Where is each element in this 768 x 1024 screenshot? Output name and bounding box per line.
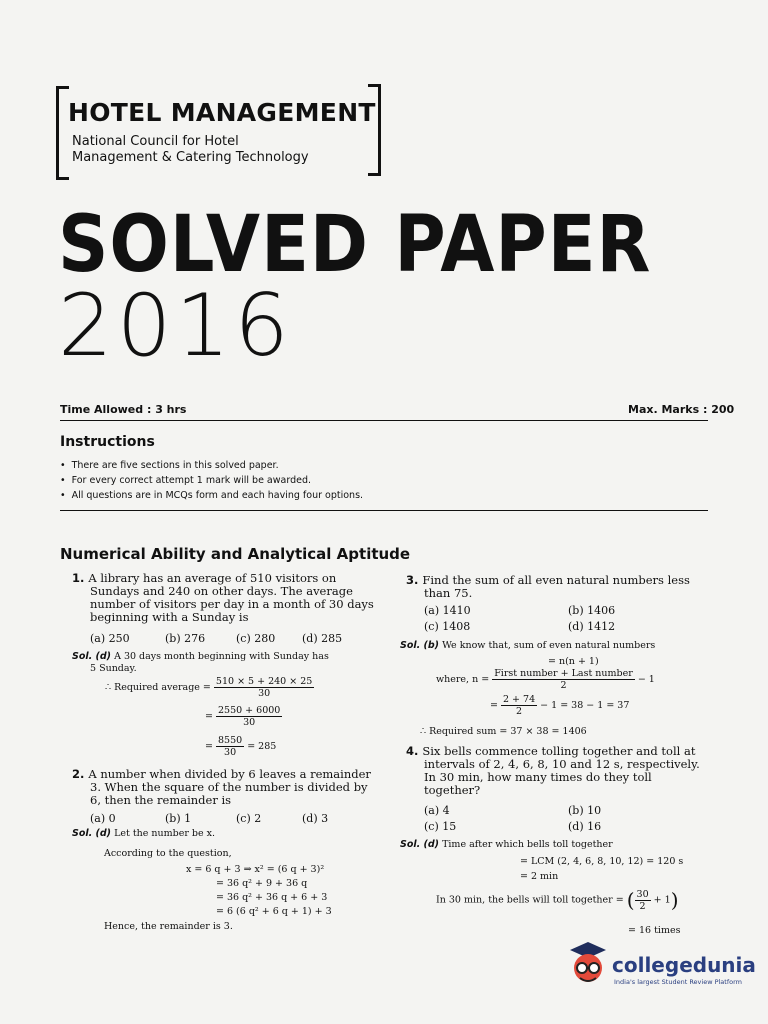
fraction-denominator: 30 bbox=[258, 688, 271, 699]
solution-text: Time after which bells toll together bbox=[442, 839, 613, 850]
question-number: 3. bbox=[406, 573, 419, 587]
question-4 bbox=[406, 745, 716, 797]
question-text: Sundays and 240 on other days. The average bbox=[90, 584, 353, 598]
exam-title: HOTEL MANAGEMENT bbox=[68, 98, 376, 127]
equation-result: = 285 bbox=[247, 741, 277, 752]
fraction-denominator: 2 bbox=[516, 706, 523, 717]
required-sum: ∴ Required sum = 37 × 38 = 1406 bbox=[420, 726, 587, 737]
solution-text: A 30 days month beginning with Sunday has bbox=[114, 651, 329, 662]
equation-n bbox=[436, 668, 655, 691]
equation-prefix: In 30 min, the bells will toll together = bbox=[436, 894, 624, 906]
equation-average bbox=[105, 676, 314, 699]
question-number: 4. bbox=[406, 744, 419, 758]
divider-bottom bbox=[60, 510, 708, 511]
fraction-numerator: 2550 + 6000 bbox=[217, 705, 281, 716]
solution-3 bbox=[400, 640, 655, 652]
fraction-numerator: 8550 bbox=[217, 735, 243, 746]
option-d: (d) 285 bbox=[302, 632, 343, 645]
divider-top bbox=[60, 420, 708, 421]
min-line: = 2 min bbox=[520, 871, 559, 882]
question-3 bbox=[406, 574, 706, 600]
solution-text: 5 Sunday. bbox=[90, 663, 137, 674]
question-text: A number when divided by 6 leaves a remainder bbox=[88, 767, 371, 781]
question-text: A library has an average of 510 visitors on bbox=[88, 571, 337, 585]
option-c: (c) 15 bbox=[424, 820, 457, 833]
question-text: together? bbox=[424, 783, 481, 797]
question-text: than 75. bbox=[424, 586, 473, 600]
brand-tagline: India's largest Student Review Platform bbox=[614, 978, 742, 986]
fraction-numerator: 2 + 74 bbox=[502, 694, 536, 705]
equation-prefix: ∴ Required average = bbox=[105, 682, 211, 693]
fraction-numerator: First number + Last number bbox=[494, 668, 633, 679]
solution-conclusion: Hence, the remainder is 3. bbox=[104, 921, 233, 932]
question-text: Find the sum of all even natural numbers less bbox=[422, 573, 690, 587]
option-c: (c) 1408 bbox=[424, 620, 471, 633]
question-text: 3. When the square of the number is divided by bbox=[90, 780, 368, 794]
instruction-item: • There are five sections in this solved paper. bbox=[60, 458, 363, 473]
solution-4 bbox=[400, 839, 613, 851]
instruction-item: • For every correct attempt 1 mark will be awarded. bbox=[60, 473, 363, 488]
solution-text: We know that, sum of even natural numbers bbox=[442, 640, 656, 651]
equation-suffix: − 1 = 38 − 1 = 37 bbox=[540, 700, 630, 711]
solution-label: Sol. (d) bbox=[400, 839, 440, 850]
equation-step-3: = $\frac{8550}{30}$ = 285 bbox=[205, 735, 277, 758]
fraction-denominator: 2 bbox=[639, 900, 646, 912]
paper-title: SOLVED PAPER bbox=[58, 198, 652, 290]
toll-equation: In 30 min, the bells will toll together = ( $\frac{30}{2}$ + 1) bbox=[436, 888, 679, 912]
max-marks: Max. Marks : 200 bbox=[628, 403, 735, 416]
question-1 bbox=[72, 572, 382, 624]
solution-2 bbox=[72, 828, 215, 840]
brand-name: collegedunia bbox=[612, 953, 756, 977]
question-text: beginning with a Sunday is bbox=[90, 610, 249, 624]
equation-suffix: + 1 bbox=[653, 894, 671, 906]
equation-step: = 36 q² + 9 + 36 q bbox=[216, 878, 308, 889]
option-a: (a) 0 bbox=[90, 812, 116, 825]
option-d: (d) 16 bbox=[568, 820, 602, 833]
instructions-heading: Instructions bbox=[60, 434, 155, 450]
lcm-line: = LCM (2, 4, 6, 8, 10, 12) = 120 s bbox=[520, 856, 684, 867]
solution-label: Sol. (b) bbox=[400, 640, 440, 651]
question-text: number of visitors per day in a month of 30 days bbox=[90, 597, 374, 611]
equation-calc: = $\frac{2 + 74}{2}$ − 1 = 38 − 1 = 37 bbox=[490, 694, 630, 717]
equation-suffix: − 1 bbox=[637, 674, 655, 685]
paper-year: 2016 bbox=[58, 276, 293, 376]
option-a: (a) 250 bbox=[90, 632, 130, 645]
solution-text: Let the number be x. bbox=[114, 828, 216, 839]
equation-step-2: = $\frac{2550 + 6000}{30}$ bbox=[205, 705, 281, 728]
council-name-line2: Management & Catering Technology bbox=[72, 150, 309, 165]
question-text: In 30 min, how many times do they toll bbox=[424, 770, 652, 784]
solution-label: Sol. (d) bbox=[72, 828, 112, 839]
option-b: (b) 1 bbox=[165, 812, 192, 825]
option-c: (c) 2 bbox=[236, 812, 262, 825]
option-d: (d) 1412 bbox=[568, 620, 616, 633]
fraction-denominator: 30 bbox=[243, 717, 256, 728]
instruction-item: • All questions are in MCQs form and each having four options. bbox=[60, 488, 363, 503]
fraction-denominator: 30 bbox=[224, 747, 237, 758]
solution-label: Sol. (d) bbox=[72, 651, 112, 662]
equation-prefix: where, n = bbox=[436, 674, 490, 685]
option-d: (d) 3 bbox=[302, 812, 329, 825]
question-2 bbox=[72, 768, 382, 807]
toll-result: = 16 times bbox=[628, 925, 681, 936]
question-text: Six bells commence tolling together and toll at bbox=[422, 744, 696, 758]
option-b: (b) 1406 bbox=[568, 604, 616, 617]
time-allowed: Time Allowed : 3 hrs bbox=[60, 403, 187, 416]
option-b: (b) 10 bbox=[568, 804, 602, 817]
question-text: intervals of 2, 4, 6, 8, 10 and 12 s, respectively. bbox=[424, 757, 700, 771]
option-a: (a) 4 bbox=[424, 804, 450, 817]
instructions-list bbox=[60, 458, 363, 503]
question-text: 6, then the remainder is bbox=[90, 793, 232, 807]
equation-step: = 6 (6 q² + 6 q + 1) + 3 bbox=[216, 906, 332, 917]
equation-step: = 36 q² + 36 q + 6 + 3 bbox=[216, 892, 328, 903]
solution-text: According to the question, bbox=[104, 848, 232, 859]
option-a: (a) 1410 bbox=[424, 604, 471, 617]
fraction-numerator: 510 × 5 + 240 × 25 bbox=[215, 676, 313, 687]
option-b: (b) 276 bbox=[165, 632, 206, 645]
formula: = n(n + 1) bbox=[548, 656, 599, 667]
solution-1 bbox=[72, 651, 372, 675]
section-title: Numerical Ability and Analytical Aptitude bbox=[60, 545, 411, 563]
fraction-denominator: 2 bbox=[560, 680, 567, 691]
question-number: 1. bbox=[72, 571, 85, 585]
question-number: 2. bbox=[72, 767, 85, 781]
option-c: (c) 280 bbox=[236, 632, 276, 645]
fraction-numerator: 30 bbox=[636, 888, 649, 900]
equation-step: x = 6 q + 3 ⇒ x² = (6 q + 3)² bbox=[186, 864, 325, 875]
council-name-line1: National Council for Hotel bbox=[72, 134, 239, 149]
mascot-logo-icon bbox=[566, 940, 610, 988]
